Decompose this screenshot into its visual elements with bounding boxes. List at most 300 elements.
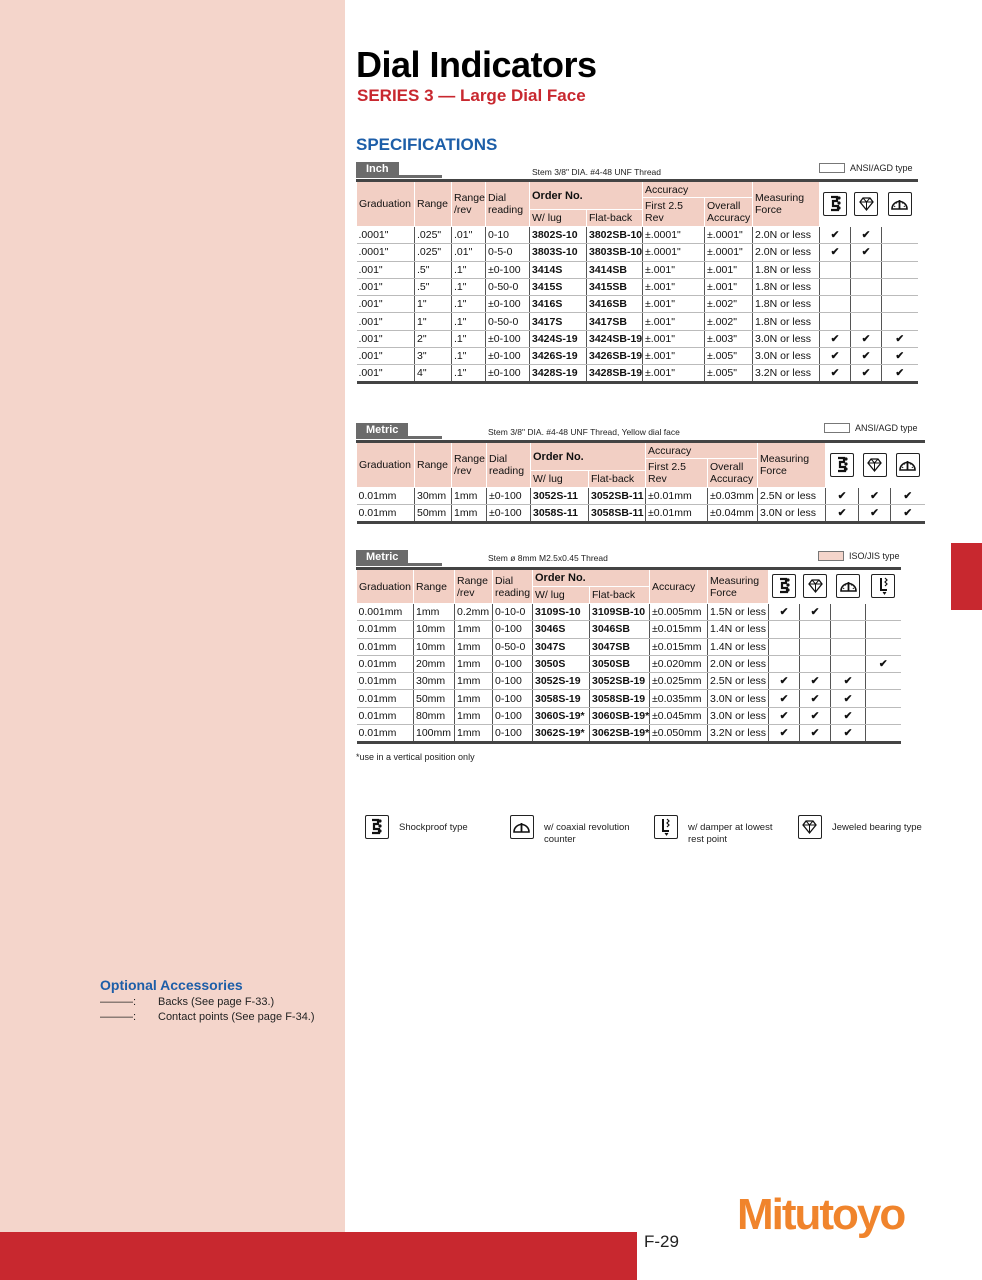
header-dial-reading: Dial reading [486,181,530,227]
table-cell: 1mm [455,621,493,638]
table-cell: 0-100 [493,673,533,690]
table-cell: .01" [452,244,486,261]
check-cell [882,278,918,295]
table-cell: 3.0N or less [758,505,826,523]
check-cell: ✔ [800,725,831,743]
table-cell: 3052S-11 [531,488,589,505]
col-icon-counter [831,569,866,604]
header-first-rev: First 2.5 Rev [646,459,708,488]
coaxial-revolution-counter-icon [836,574,860,598]
page-title: Dial Indicators [356,44,597,85]
table-cell: 30mm [415,488,452,505]
check-cell: ✔ [851,227,882,244]
check-cell: ✔ [769,673,800,690]
shockproof-icon [365,815,389,839]
side-tab [951,543,982,610]
table-cell: 50mm [414,690,455,707]
jeweled-bearing-icon [803,574,827,598]
header-range-rev: Range /rev [452,181,486,227]
table-cell: ±0.01mm [646,505,708,523]
table-row [357,621,901,638]
table-cell: 0-100 [493,707,533,724]
table-cell: 2.0N or less [708,655,769,672]
table-row [357,655,901,672]
table-cell: 80mm [414,707,455,724]
col-icon-jeweled [800,569,831,604]
table-cell: .01" [452,227,486,244]
table-cell: 3803S-10 [530,244,587,261]
table-cell: 1.5N or less [708,604,769,621]
table-cell: 3.0N or less [708,690,769,707]
table-cell: 3047SB [590,638,650,655]
table-cell: .0001" [357,227,415,244]
table-cell: 0.2mm [455,604,493,621]
table-cell: 0-100 [493,725,533,743]
table-cell: 3424S-19 [530,330,587,347]
table-cell: .001" [357,296,415,313]
header-accuracy: Accuracy [643,181,753,198]
table-cell: 3802S-10 [530,227,587,244]
table-cell: 0-100 [493,690,533,707]
check-cell: ✔ [800,604,831,621]
check-cell [820,278,851,295]
header-range: Range [415,181,452,227]
check-cell [866,707,901,724]
check-cell [820,313,851,330]
check-cell: ✔ [891,488,925,505]
check-cell: ✔ [859,488,891,505]
table-cell: 3426S-19 [530,348,587,365]
table-cell: ±.001" [643,365,705,383]
table-cell: 0-100 [493,621,533,638]
table-cell: ±.001" [643,261,705,278]
table-cell: 3428SB-19 [587,365,643,383]
coaxial-revolution-counter-icon [888,192,912,216]
table-cell: ±0-100 [486,261,530,278]
table-cell: ±0.015mm [650,621,708,638]
table-cell: 0.01mm [357,638,414,655]
table-cell: 30mm [414,673,455,690]
accessory-backs: ———: Backs (See page F-33.) [100,996,275,1008]
table-cell: .5" [415,278,452,295]
table-cell: 0-100 [493,655,533,672]
footnote: *use in a vertical position only [356,752,475,762]
table-cell: 3414SB [587,261,643,278]
check-cell [800,621,831,638]
table-row [357,244,918,261]
jeweled-bearing-icon [863,453,887,477]
header-range-rev: Range /rev [452,442,487,488]
table-cell: 1mm [455,673,493,690]
check-cell [831,638,866,655]
metric1-legend: ANSI/AGD type [824,423,918,433]
table-row [357,707,901,724]
table-cell: 1.8N or less [753,296,820,313]
check-cell [866,604,901,621]
check-cell: ✔ [866,655,901,672]
table-cell: 3047S [533,638,590,655]
col-icon-counter [891,442,925,488]
coaxial-revolution-counter-icon [896,453,920,477]
table-cell: 3415SB [587,278,643,295]
check-cell [882,261,918,278]
table-cell: 1.4N or less [708,638,769,655]
header-order-no: Order No. [531,442,646,471]
header-measuring-force: Measuring Force [758,442,826,488]
table-cell: .001" [357,278,415,295]
table-cell: 1mm [455,690,493,707]
damper-icon [654,815,678,839]
header-dial-reading: Dial reading [493,569,533,604]
table-cell: 2.0N or less [753,227,820,244]
table-cell: .001" [357,330,415,347]
table-cell: 3052SB-19 [590,673,650,690]
table-cell: 3058SB-19 [590,690,650,707]
table-cell: 3416S [530,296,587,313]
table-cell: 1mm [414,604,455,621]
table-row [357,296,918,313]
header-range-rev: Range /rev [455,569,493,604]
table-cell: ±.001" [643,348,705,365]
table-cell: ±0.01mm [646,488,708,505]
inch-stem-note: Stem 3/8" DIA. #4-48 UNF Thread [532,167,661,177]
check-cell: ✔ [769,725,800,743]
check-cell [882,227,918,244]
table-cell: 3052S-19 [533,673,590,690]
table-cell: ±0-100 [486,330,530,347]
table-cell: 3426SB-19 [587,348,643,365]
header-accuracy: Accuracy [650,569,708,604]
header-flat-back: Flat-back [590,587,650,604]
bottom-bar [0,1232,637,1280]
table-cell: 1mm [455,655,493,672]
table-cell: ±0.015mm [650,638,708,655]
table-cell: ±.005" [705,348,753,365]
check-cell: ✔ [882,330,918,347]
table-cell: .025" [415,227,452,244]
table-row [357,227,918,244]
check-cell: ✔ [820,348,851,365]
header-first-rev: First 2.5 Rev [643,198,705,227]
table-cell: 3.2N or less [708,725,769,743]
col-icon-damper [866,569,901,604]
table-cell: 3417S [530,313,587,330]
table-cell: 1mm [452,488,487,505]
accessory-contact-points: ———: Contact points (See page F-34.) [100,1011,315,1023]
table-cell: 10mm [414,638,455,655]
check-cell: ✔ [800,707,831,724]
table-cell: ±.0001" [705,244,753,261]
table-cell: ±0.005mm [650,604,708,621]
check-cell: ✔ [826,488,859,505]
table-cell: 1" [415,313,452,330]
table-cell: 0.01mm [357,488,415,505]
table-cell: 3046S [533,621,590,638]
check-cell: ✔ [851,330,882,347]
shockproof-icon [772,574,796,598]
check-cell [866,621,901,638]
table-cell: 3417SB [587,313,643,330]
table-cell: 3060S-19* [533,707,590,724]
header-range: Range [415,442,452,488]
table-cell: 0.01mm [357,725,414,743]
check-cell: ✔ [851,244,882,261]
check-cell: ✔ [820,227,851,244]
header-order-no: Order No. [533,569,650,587]
table-cell: ±.002" [705,296,753,313]
check-cell: ✔ [831,673,866,690]
table-cell: 3062S-19* [533,725,590,743]
check-cell [800,638,831,655]
table-cell: 3.2N or less [753,365,820,383]
check-cell [882,296,918,313]
table-cell: ±0.035mm [650,690,708,707]
check-cell: ✔ [851,365,882,383]
table-cell: .025" [415,244,452,261]
table-cell: 3058S-11 [531,505,589,523]
table-cell: ±0.04mm [708,505,758,523]
inch-spec-table [356,179,918,384]
table-cell: 2.5N or less [758,488,826,505]
table-cell: 0-50-0 [486,278,530,295]
table-cell: 3.0N or less [753,330,820,347]
metric1-stem-note: Stem 3/8" DIA. #4-48 UNF Thread, Yellow dial face [488,427,680,437]
table-cell: 0-5-0 [486,244,530,261]
page-number: F-29 [644,1232,679,1251]
table-cell: ±0-100 [486,348,530,365]
table-cell: 2.5N or less [708,673,769,690]
check-cell: ✔ [820,330,851,347]
table-row [357,505,925,523]
shockproof-icon [830,453,854,477]
icon-legend: Shockproof type w/ coaxial revolution counter w/ damper at lowest rest point Jeweled bearing type [365,815,925,855]
table-cell: .001" [357,261,415,278]
check-cell: ✔ [882,365,918,383]
table-cell: .001" [357,313,415,330]
header-w-lug: W/ lug [533,587,590,604]
table-cell: 50mm [415,505,452,523]
check-cell: ✔ [831,690,866,707]
metric2-spec-table [356,567,901,744]
table-cell: 3052SB-11 [589,488,646,505]
header-range: Range [414,569,455,604]
coaxial-revolution-counter-icon [510,815,534,839]
check-cell [831,604,866,621]
header-measuring-force: Measuring Force [708,569,769,604]
check-cell [866,638,901,655]
check-cell [851,261,882,278]
col-icon-jeweled [859,442,891,488]
table-row [357,673,901,690]
table-cell: 0-10-0 [493,604,533,621]
col-icon-jeweled [851,181,882,227]
table-cell: .1" [452,261,486,278]
table-cell: ±.001" [705,261,753,278]
table-cell: ±0-100 [487,505,531,523]
check-cell [769,655,800,672]
header-graduation: Graduation [357,569,414,604]
table-cell: 1.4N or less [708,621,769,638]
metric2-legend: ISO/JIS type [818,551,900,561]
table-cell: ±.001" [643,278,705,295]
table-cell: 3415S [530,278,587,295]
table-cell: 3428S-19 [530,365,587,383]
check-cell: ✔ [820,244,851,261]
table-cell: .001" [357,348,415,365]
check-cell [769,638,800,655]
check-cell [800,655,831,672]
table-row [357,313,918,330]
table-cell: 3414S [530,261,587,278]
table-cell: 1.8N or less [753,313,820,330]
table-cell: 1mm [452,505,487,523]
table-cell: 3416SB [587,296,643,313]
table-row [357,604,901,621]
check-cell: ✔ [769,707,800,724]
header-flat-back: Flat-back [587,210,643,227]
check-cell: ✔ [769,690,800,707]
check-cell: ✔ [891,505,925,523]
table-cell: 3062SB-19* [590,725,650,743]
table-cell: ±0.050mm [650,725,708,743]
table-cell: 3" [415,348,452,365]
table-cell: 3050S [533,655,590,672]
check-cell: ✔ [800,690,831,707]
check-cell [851,296,882,313]
header-overall-accuracy: Overall Accuracy [705,198,753,227]
table-cell: ±.001" [643,330,705,347]
accessories-heading: Optional Accessories [100,977,243,993]
check-cell [820,296,851,313]
table-cell: .5" [415,261,452,278]
check-cell: ✔ [859,505,891,523]
table-cell: .0001" [357,244,415,261]
check-cell [882,244,918,261]
table-cell: ±0-100 [486,296,530,313]
inch-section-tab: Inch [356,162,399,176]
col-icon-shockproof [769,569,800,604]
table-cell: .1" [452,365,486,383]
table-cell: 1mm [455,707,493,724]
table-cell: .1" [452,348,486,365]
check-cell [851,313,882,330]
table-cell: ±.0001" [643,244,705,261]
check-cell [820,261,851,278]
check-cell: ✔ [769,604,800,621]
table-cell: 10mm [414,621,455,638]
table-cell: ±.001" [643,296,705,313]
check-cell [831,655,866,672]
table-cell: ±.002" [705,313,753,330]
check-cell: ✔ [826,505,859,523]
header-measuring-force: Measuring Force [753,181,820,227]
header-graduation: Graduation [357,181,415,227]
table-cell: 4" [415,365,452,383]
table-cell: ±.0001" [643,227,705,244]
header-graduation: Graduation [357,442,415,488]
table-cell: 1.8N or less [753,261,820,278]
check-cell: ✔ [851,348,882,365]
table-cell: ±.005" [705,365,753,383]
table-cell: ±.003" [705,330,753,347]
jeweled-bearing-icon [798,815,822,839]
table-cell: 3060SB-19* [590,707,650,724]
left-panel [0,0,345,1280]
table-cell: 3058S-19 [533,690,590,707]
check-cell: ✔ [831,707,866,724]
table-cell: 3050SB [590,655,650,672]
specifications-heading: SPECIFICATIONS [356,135,498,154]
table-cell: 100mm [414,725,455,743]
col-icon-shockproof [826,442,859,488]
table-cell: ±.001" [705,278,753,295]
check-cell: ✔ [800,673,831,690]
metric2-section-tab: Metric [356,550,408,564]
check-cell [882,313,918,330]
table-cell: 0.01mm [357,690,414,707]
header-w-lug: W/ lug [530,210,587,227]
table-row [357,690,901,707]
check-cell [866,725,901,743]
table-cell: 1.8N or less [753,278,820,295]
table-row [357,348,918,365]
table-cell: 3046SB [590,621,650,638]
table-cell: 3424SB-19 [587,330,643,347]
metric2-stem-note: Stem ø 8mm M2.5x0.45 Thread [488,553,608,563]
table-cell: ±0.025mm [650,673,708,690]
metric1-section-tab: Metric [356,423,408,437]
table-cell: 1mm [455,725,493,743]
header-dial-reading: Dial reading [487,442,531,488]
table-row [357,330,918,347]
table-row [357,278,918,295]
check-cell [866,673,901,690]
damper-icon [871,574,895,598]
table-cell: ±0.03mm [708,488,758,505]
table-cell: .001" [357,365,415,383]
table-cell: .1" [452,330,486,347]
table-cell: .1" [452,278,486,295]
table-cell: .1" [452,313,486,330]
table-cell: 0.01mm [357,707,414,724]
header-accuracy: Accuracy [646,442,758,459]
check-cell [851,278,882,295]
table-row [357,261,918,278]
table-cell: 20mm [414,655,455,672]
table-cell: 3109S-10 [533,604,590,621]
table-cell: ±.0001" [705,227,753,244]
table-cell: 2.0N or less [753,244,820,261]
shockproof-icon [823,192,847,216]
table-cell: 3803SB-10 [587,244,643,261]
table-cell: ±0-100 [487,488,531,505]
table-cell: 3.0N or less [753,348,820,365]
table-cell: ±0.020mm [650,655,708,672]
table-row [357,638,901,655]
header-flat-back: Flat-back [589,471,646,488]
check-cell [866,690,901,707]
table-cell: 3109SB-10 [590,604,650,621]
table-cell: 0.01mm [357,621,414,638]
check-cell [831,621,866,638]
jeweled-bearing-icon [854,192,878,216]
table-cell: 3.0N or less [708,707,769,724]
header-overall-accuracy: Overall Accuracy [708,459,758,488]
check-cell [769,621,800,638]
check-cell: ✔ [882,348,918,365]
table-cell: 0.01mm [357,505,415,523]
table-cell: 1mm [455,638,493,655]
